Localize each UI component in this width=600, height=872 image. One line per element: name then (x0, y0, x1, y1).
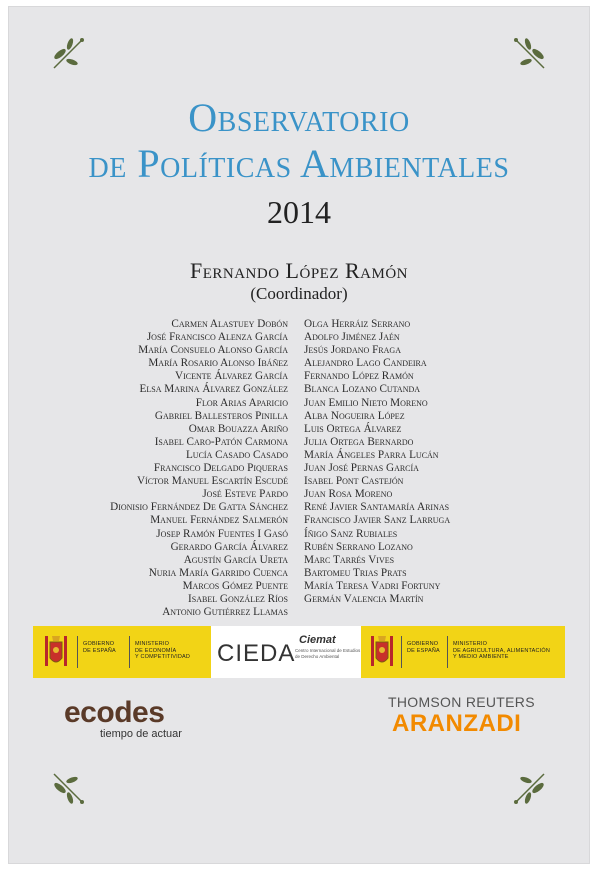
gov1-name: GOBIERNO DE ESPAÑA (83, 641, 116, 654)
author-name: Nuria María Garrido Cuenca (148, 566, 288, 579)
author-name: Germán Valencia Martín (304, 592, 424, 605)
author-name: Íñigo Sanz Rubiales (304, 527, 398, 540)
author-name: Francisco Delgado Piqueras (153, 462, 288, 475)
author-name: Blanca Lozano Cutanda (304, 383, 421, 396)
author-name: Fernando López Ramón (304, 370, 414, 383)
author-name: Julia Ortega Bernardo (304, 435, 414, 448)
author-name: Vicente Álvarez García (175, 370, 288, 383)
divider (447, 636, 448, 668)
author-name: María Teresa Vadri Fortuny (304, 579, 441, 592)
author-name: Marcos Gómez Puente (182, 579, 288, 592)
author-name: Flor Arias Aparicio (195, 396, 288, 409)
author-name: Alba Nogueira López (304, 409, 405, 422)
spain-crest-icon (367, 632, 397, 672)
author-name: Bartomeu Trias Prats (304, 566, 407, 579)
author-name: María Consuelo Alonso García (138, 344, 288, 357)
author-name: Agustín García Ureta (183, 553, 288, 566)
author-name: Luis Ortega Álvarez (304, 422, 402, 435)
author-name: Juan José Pernas García (304, 462, 419, 475)
gov2-ministry: MINISTERIO DE AGRICULTURA, ALIMENTACIÓN Y MEDIO AMBIENTE (453, 641, 551, 660)
author-name: René Javier Santamaría Arinas (304, 501, 450, 514)
sponsor-band (33, 626, 565, 678)
author-name: Isabel González Ríos (188, 592, 288, 605)
gov2-name: GOBIERNO DE ESPAÑA (407, 641, 440, 654)
author-name: Josep Ramón Fuentes I Gasó (156, 527, 288, 540)
author-name: José Esteve Pardo (202, 488, 288, 501)
author-name: Gerardo García Álvarez (170, 540, 288, 553)
book-title-line2: de Políticas Ambientales (88, 141, 510, 186)
ecodes-logo: ecodes (64, 696, 165, 729)
author-name: María Rosario Alonso Ibáñez (148, 357, 288, 370)
author-name: María Ángeles Parra Lucán (304, 448, 439, 461)
author-name: Lucía Casado Casado (185, 448, 288, 461)
author-name: Dionisio Fernández De Gatta Sánchez (110, 501, 288, 514)
divider (77, 636, 78, 668)
leaf-ornament-icon (508, 766, 552, 810)
author-name: Juan Rosa Moreno (304, 488, 393, 501)
author-name: Manuel Fernández Salmerón (150, 514, 288, 527)
author-name: Juan Emilio Nieto Moreno (304, 396, 428, 409)
author-name: Francisco Javier Sanz Larruga (304, 514, 451, 527)
coordinator-name: Fernando López Ramón (189, 258, 408, 283)
authors-list-left (110, 318, 288, 619)
divider (401, 636, 402, 668)
author-name: Antonio Gutiérrez Llamas (162, 606, 288, 619)
gov1-ministry: MINISTERIO DE ECONOMÍA Y COMPETITIVIDAD (135, 641, 191, 660)
author-name: Elsa Marina Álvarez González (139, 383, 288, 396)
leaf-ornament-icon (46, 32, 90, 76)
author-name: Gabriel Ballesteros Pinilla (154, 409, 288, 422)
leaf-ornament-icon (46, 766, 90, 810)
divider (129, 636, 130, 668)
aranzadi-logo: ARANZADI (392, 710, 522, 737)
book-cover (8, 6, 590, 864)
thomson-reuters-logo: THOMSON REUTERS (388, 694, 535, 710)
author-name: Omar Bouazza Ariño (188, 422, 288, 435)
author-name: Adolfo Jiménez Jaén (304, 331, 400, 344)
leaf-ornament-icon (508, 32, 552, 76)
cieda-logo: CIEDA (217, 640, 296, 667)
ciemat-subtitle: Centro Internacional de Estudios de Derecho Ambiental (295, 648, 361, 659)
author-name: Isabel Pont Castejón (304, 475, 404, 488)
author-name: Isabel Caro-Patón Carmona (154, 435, 288, 448)
author-name: Olga Herráiz Serrano (304, 318, 411, 330)
ecodes-tagline: tiempo de actuar (100, 728, 182, 740)
book-title-line1: Observatorio (188, 95, 410, 140)
book-year: 2014 (267, 194, 331, 230)
author-name: José Francisco Alenza García (146, 331, 288, 344)
author-name: Alejandro Lago Candeira (304, 357, 427, 370)
spain-crest-icon (41, 632, 71, 672)
author-name: Marc Tarrés Vives (304, 553, 395, 566)
author-name: Jesús Jordano Fraga (304, 344, 401, 357)
ciemat-logo: Ciemat (299, 634, 336, 646)
author-name: Carmen Alastuey Dobón (171, 318, 288, 330)
coordinator-role: (Coordinador) (250, 284, 348, 303)
author-name: Víctor Manuel Escartín Escudé (136, 475, 288, 488)
author-name: Rubén Serrano Lozano (304, 540, 413, 553)
authors-list-right (304, 318, 450, 606)
